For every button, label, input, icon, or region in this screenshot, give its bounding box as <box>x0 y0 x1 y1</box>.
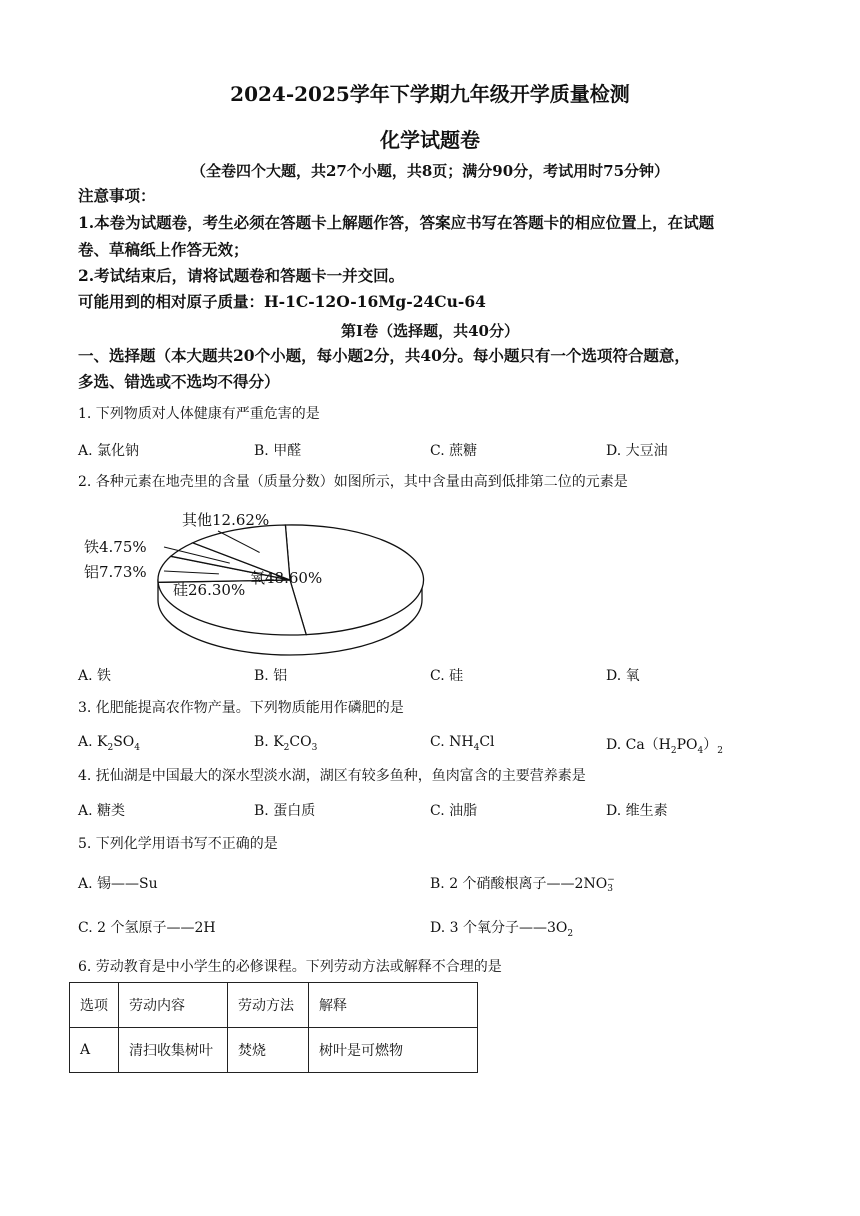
q4-stem: 4. 抚仙湖是中国最大的深水型淡水湖，湖区有较多鱼种，鱼肉富含的主要营养素是 <box>78 768 586 784</box>
q4-option-a: A. 糖类 <box>78 803 126 819</box>
exam-info: （全卷四个大题，共27个小题，共8页；满分90分，考试用时75分钟） <box>190 162 670 180</box>
part1-heading: 第Ⅰ卷（选择题，共40分） <box>341 322 519 340</box>
q5-b-sup: − <box>607 875 615 885</box>
pie-label-氧: 氧48.60% <box>250 569 323 587</box>
table-cell: 树叶是可燃物 <box>309 1028 478 1073</box>
q2-option-b: B. 铝 <box>254 668 288 684</box>
pie-label-其他: 其他12.62% <box>182 511 270 529</box>
q5-b-pre: B. 2 个硝酸根离子——2NO <box>430 876 608 892</box>
table-cell: A <box>70 1028 119 1073</box>
q5-option-d <box>430 917 573 939</box>
pie-label-铝: 铝7.73% <box>84 563 147 581</box>
table-header-row <box>70 983 478 1028</box>
q2-option-d: D. 氧 <box>606 668 640 684</box>
q3-option-b <box>254 734 317 753</box>
q3-c-pre: C. NH <box>430 734 474 750</box>
table-cell: 焚烧 <box>228 1028 309 1073</box>
notes-heading: 注意事项： <box>78 186 156 205</box>
q2-option-a: A. 铁 <box>78 668 112 684</box>
q3-b-mid: CO <box>289 734 312 750</box>
q3-option-d <box>606 734 723 756</box>
q3-stem: 3. 化肥能提高农作物产量。下列物质能用作磷肥的是 <box>78 700 404 716</box>
q1-option-c: C. 蔗糖 <box>430 443 478 459</box>
table-cell: 清扫收集树叶 <box>119 1028 228 1073</box>
q3-d-post: ） <box>703 737 718 753</box>
pie-label-硅: 硅26.30% <box>173 581 246 599</box>
q1-stem: 1. 下列物质对人体健康有严重危害的是 <box>78 406 320 422</box>
q3-b-pre: B. K <box>254 734 284 750</box>
q2-stem: 2. 各种元素在地壳里的含量（质量分数）如图所示，其中含量由高到低排第二位的元素是 <box>78 474 628 490</box>
table-header-cell: 选项 <box>70 983 119 1028</box>
q3-d-sub3: 2 <box>717 745 724 756</box>
q4-option-b: B. 蛋白质 <box>254 803 316 819</box>
table-row <box>70 1028 478 1073</box>
q3-c-mid: Cl <box>479 734 495 750</box>
q3-option-c <box>430 734 495 753</box>
note-2: 2.考试结束后，请将试题卷和答题卡一并交回。 <box>78 266 405 285</box>
exam-title: 2024-2025学年下学期九年级开学质量检测 <box>230 82 630 106</box>
note-1-line-1: 1.本卷为试题卷，考生必须在答题卡上解题作答，答案应书写在答题卡的相应位置上，在试题 <box>78 213 715 232</box>
q3-b-sub2: 3 <box>311 742 318 753</box>
q6-stem: 6. 劳动教育是中小学生的必修课程。下列劳动方法或解释不合理的是 <box>78 959 502 975</box>
q6-table <box>69 982 478 1073</box>
q3-a-mid: SO <box>113 734 135 750</box>
q1-option-a: A. 氯化钠 <box>78 443 140 459</box>
q5-d-pre: D. 3 个氧分子——3O <box>430 920 568 936</box>
q3-b-sub1: 2 <box>283 742 290 753</box>
pie-label-铁: 铁4.75% <box>84 538 147 556</box>
crust-element-pie-chart <box>78 500 438 660</box>
q5-stem: 5. 下列化学用语书写不正确的是 <box>78 836 278 852</box>
q3-a-sub1: 2 <box>107 742 114 753</box>
section-1-line-2: 多选、错选或不选均不得分） <box>78 372 280 391</box>
q3-d-mid: PO <box>676 737 698 753</box>
table-header-cell: 劳动方法 <box>228 983 309 1028</box>
q1-option-d: D. 大豆油 <box>606 443 668 459</box>
q3-option-a <box>78 734 140 753</box>
note-1-line-2: 卷、草稿纸上作答无效； <box>78 240 249 259</box>
q5-d-sub: 2 <box>567 928 574 939</box>
table-header-cell: 劳动内容 <box>119 983 228 1028</box>
section-1-line-1: 一、选择题（本大题共20个小题，每小题2分，共40分。每小题只有一个选项符合题意， <box>78 346 690 365</box>
q3-a-sub2: 4 <box>134 742 141 753</box>
q3-a-pre: A. K <box>78 734 108 750</box>
q5-b-sub: 3 <box>607 884 613 894</box>
q5-option-a: A. 锡——Su <box>78 876 158 892</box>
atomic-masses: 可能用到的相对原子质量：H-1C-12O-16Mg-24Cu-64 <box>78 292 486 311</box>
q5-option-b <box>430 873 615 894</box>
q3-d-pre: D. Ca（H <box>606 737 671 753</box>
table-header-cell: 解释 <box>309 983 478 1028</box>
q4-option-c: C. 油脂 <box>430 803 478 819</box>
q2-option-c: C. 硅 <box>430 668 464 684</box>
q1-option-b: B. 甲醛 <box>254 443 302 459</box>
q4-option-d: D. 维生素 <box>606 803 668 819</box>
exam-subtitle: 化学试题卷 <box>380 128 480 152</box>
q3-d-sub2: 4 <box>697 745 704 756</box>
q3-c-sub1: 4 <box>473 742 480 753</box>
q3-d-sub1: 2 <box>670 745 677 756</box>
q5-option-c: C. 2 个氢原子——2H <box>78 920 216 936</box>
